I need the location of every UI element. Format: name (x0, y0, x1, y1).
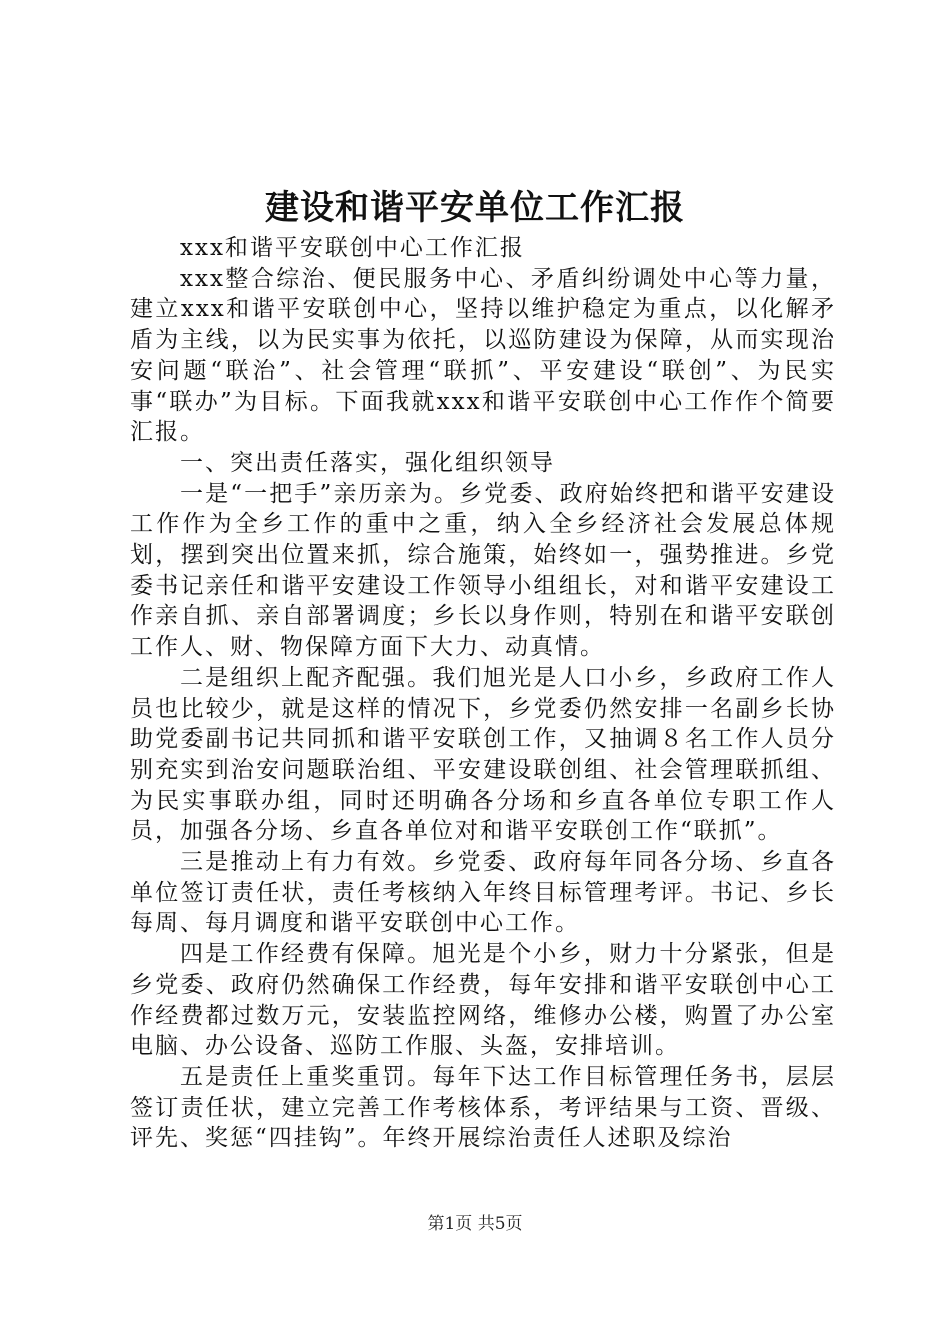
paragraph-item-3: 三是推动上有力有效。乡党委、政府每年同各分场、乡直各单位签订责任状，责任考核纳入年终目标管理考评。书记、乡长每周、每月调度和谐平安联创中心工作。 (130, 849, 836, 937)
paragraph-item-1: 一是“一把手”亲历亲为。乡党委、政府始终把和谐平安建设工作作为全乡工作的重中之重，纳入全乡经济社会发展总体规划，摆到突出位置来抓，综合施策，始终如一，强势推进。乡党委书记亲任和谐平安建设工作领导小组组长，对和谐平安建设工作亲自抓、亲自部署调度；乡长以身作则，特别在和谐平安联创工作人、财、物保障方面下大力、动真情。 (130, 480, 836, 661)
paragraph-subtitle: xxx和谐平安联创中心工作汇报 (180, 235, 525, 261)
document-title: 建设和谐平安单位工作汇报 (265, 188, 685, 228)
paragraph-item-2: 二是组织上配齐配强。我们旭光是人口小乡，乡政府工作人员也比较少，就是这样的情况下，乡党委仍然安排一名副乡长协助党委副书记共同抓和谐平安联创工作，又抽调８名工作人员分别充实到治安问题联治组、平安建设联创组、社会管理联抓组、为民实事联办组，同时还明确各分场和乡直各单位专职工作人员，加强各分场、乡直各单位对和谐平安联创工作“联抓”。 (130, 664, 836, 845)
document-body (130, 233, 836, 1154)
page-number-footer: 第1页 共5页 (427, 1214, 523, 1234)
paragraph-intro: xxx整合综治、便民服务中心、矛盾纠纷调处中心等力量，建立xxx和谐平安联创中心，坚持以维护稳定为重点，以化解矛盾为主线，以为民实事为依托，以巡防建设为保障，从而实现治安问题“联治”、社会管理“联抓”、平安建设“联创”、为民实事“联办”为目标。下面我就xxx和谐平安联创中心工作作个简要汇报。 (130, 265, 836, 446)
section-heading: 一、突出责任落实，强化组织领导 (180, 449, 555, 476)
paragraph-item-4: 四是工作经费有保障。旭光是个小乡，财力十分紧张，但是乡党委、政府仍然确保工作经费，每年安排和谐平安联创中心工作经费都过数万元，安装监控网络，维修办公楼，购置了办公室电脑、办公设备、巡防工作服、头盔，安排培训。 (130, 941, 836, 1060)
paragraph-item-5: 五是责任上重奖重罚。每年下达工作目标管理任务书，层层签订责任状，建立完善工作考核体系，考评结果与工资、晋级、评先、奖惩“四挂钩”。年终开展综治责任人述职及综治 (130, 1063, 836, 1152)
